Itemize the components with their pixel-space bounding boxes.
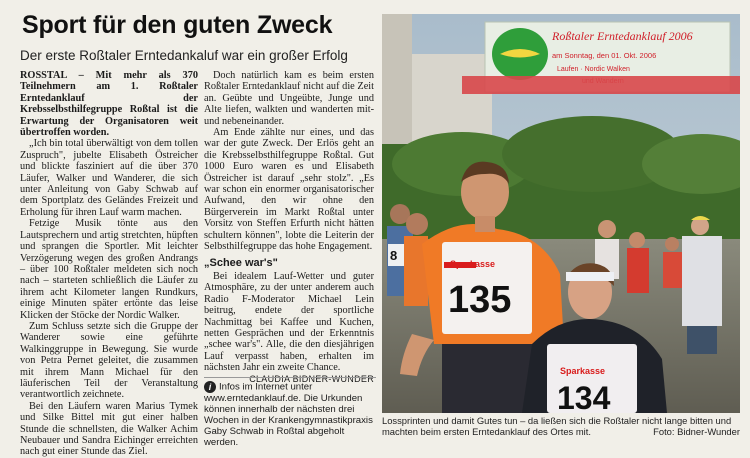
body-paragraph: Bei den Läufern waren Marius Tymek und Silke Bittel mit gut einer halben Stunde die schnellsten, die Walker Achim Neubauer und Sandra Eichinger erreichten nach gut einer Stunde das Ziel. [20,400,198,458]
banner-date: am Sonntag, den 01. Okt. 2006 [552,51,657,60]
caption-text: Lossprinten und damit Gutes tun – da ließen sich die Roßtaler nicht lange bitten und machten beim ersten Erntedanklauf des Ortes mit. [382,415,732,437]
photo-caption [382,415,740,437]
banner-activities: Laufen · Nordic Walken [557,66,630,73]
body-paragraph: „Ich bin total überwältigt von dem tollen Zuspruch", jubelte Elisabeth Östreicher und blickte fasziniert auf die über 370 Läufer, Walker und Wanderer, die sich unter Anleitung von Gaby Schwab auf dem Sportplatz des Geländes Freizeit und Erholung für ihren Lauf warm machen. [20,138,198,218]
body-paragraph: Doch natürlich kam es beim ersten Roßtaler Erntedanklauf nicht auf die Zeit an. Geübte und Ungeübte, Junge und Alte liefen, walkten und wanderten mit- und nebeneinander. [204,70,374,127]
section-subheading: „Schee war's" [204,256,278,269]
info-box [204,377,376,448]
body-paragraph: Zum Schluss setzte sich die Gruppe der Wanderer sowie eine geführte Walkinggruppe in Bewegung. Sie wurde von Petra Pernet geleitet, die zusammen mit ihrem Mann Michael für den läuferischen Teil der Veranstaltung verantwortlich zeichnete. [20,320,198,401]
bib-left-number: 8 [390,248,398,263]
headline: Sport für den guten Zweck [22,11,333,39]
lead-paragraph: ROSSTAL – Mit mehr als 370 Teilnehmern am 1. Roßtaler Erntedanklauf der Krebsselbsthilfegruppe Roßtal ist die Erwartung der Organisatoren weit übertroffen worden. [20,70,198,139]
info-text: Infos im Internet unter www.erntedanklauf.de. Die Urkunden können innerhalb der nächsten drei Wochen in der Krankengymnastikpraxis Gaby Schwab in Roßtal abgeholt werden. [204,381,373,448]
photo-credit: Foto: Bidner-Wunder [653,426,740,437]
race-photo-illustration [382,14,740,413]
article-column-1 [20,70,198,458]
author-byline: CLAUDIA BIDNER-WUNDER [249,373,374,384]
article-column-2 [204,70,374,385]
body-paragraph: Am Ende zählte nur eines, und das war der gute Zweck. Der Erlös geht an die Krebsselbsthilfegruppe Roßtal. Gut 1000 Euro waren es und Elisabeth Östreicher ist darauf „sehr stolz". „Es war schon ein enormer organisatorischer Aufwand, den wir ohne den Bürgerverein im Markt Roßtal unter Vorsitz von Steffen Erfurth nicht hätten schultern können", lobte die Leiterin der Selbsthilfegruppe das hohe Engagement. [204,127,374,253]
bib-main-number: 135 [448,279,512,321]
subheadline: Der erste Roßtaler Erntedankaluf war ein großer Erfolg [20,48,348,63]
body-paragraph: Bei idealem Lauf-Wetter und guter Atmosphäre, zu der unter anderem auch Radio F-Moderator Michael Lein beitrug, endete der sportliche Nachmittag bei Kaffee und Kuchen, netten Gesprächen und der Erkenntnis „schee war's". Alle, die den diesjährigen Lauf verpasst haben, erhalten im nächsten Jahr ein zweite Chance. [204,270,374,374]
body-paragraph: Fetzige Musik tönte aus den Lautsprechern und artig stretchten, hüpften und sprangen die Sportler. Mit leichter Verzögerung wegen des großen Andrangs – über 100 Roßtaler meldeten sich noch nach – starteten schließlich die Läufer zu ihrem acht Kilometer langen Rundkurs, einige Minuten später ertönte das leise Klicken der Stöcke der Nordic Walker. [20,218,198,321]
banner-title: Roßtaler Erntedanklauf 2006 [552,29,693,43]
info-icon: i [204,381,216,393]
bib-front-sponsor: Sparkasse [560,366,606,376]
bib-sponsor: Sparkasse [450,259,496,269]
race-photo [382,14,740,413]
bib-front-number: 134 [557,380,611,413]
